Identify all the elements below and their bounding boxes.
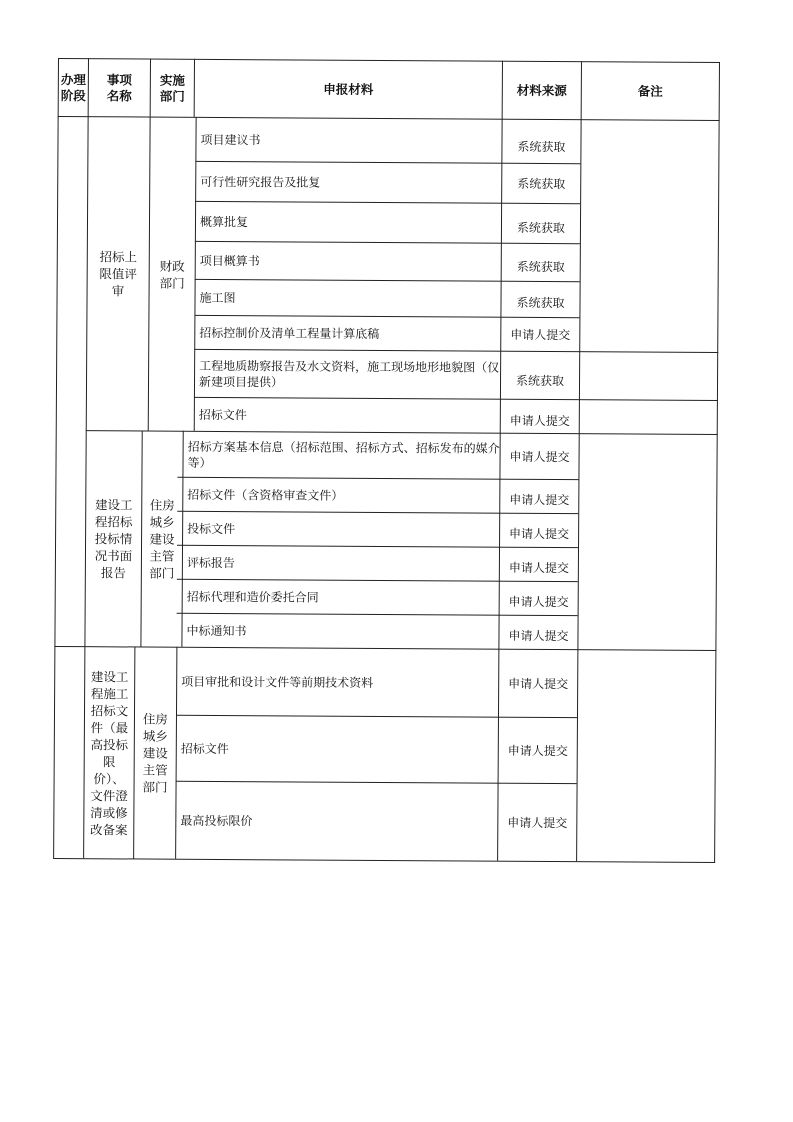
material-row: 评标报告: [186, 555, 235, 570]
group1-item-name: 招标上限值评审: [99, 249, 138, 299]
material-row: 招标文件: [180, 741, 229, 756]
source-cell: 系统获取: [516, 220, 566, 235]
material-row: 施工图: [199, 290, 236, 305]
material-row: 招标控制价及清单工程量计算底稿: [199, 325, 380, 341]
material-row: 招标代理和造价委托合同: [186, 589, 319, 605]
source-cell: 系统获取: [516, 259, 565, 274]
source-cell: 申请人提交: [507, 815, 568, 830]
material-row: 项目审批和设计文件等前期技术资料: [181, 674, 374, 690]
header-item-name: 事项名称: [106, 71, 132, 103]
material-row: 招标方案基本信息（招标范围、招标方式、招标发布的媒介等）: [187, 439, 500, 470]
stage-separator-line: [54, 646, 84, 647]
source-cell: 申请人提交: [508, 594, 569, 609]
source-cell: 系统获取: [517, 176, 566, 191]
source-cell: 申请人提交: [509, 413, 570, 428]
materials-table: [53, 58, 720, 862]
source-cell: 申请人提交: [509, 492, 570, 507]
source-cell: 系统获取: [517, 139, 566, 154]
material-row: 招标文件: [198, 407, 247, 422]
group2-department: 住房城乡建设主管部门: [149, 497, 175, 581]
material-row: 可行性研究报告及批复: [200, 174, 321, 190]
source-cell: 申请人提交: [507, 743, 568, 758]
material-row: 概算批复: [199, 214, 249, 229]
source-cell: 申请人提交: [508, 676, 569, 691]
group2-item-name: 建设工程招标投标情况书面报告: [94, 497, 133, 581]
material-row: 中标通知书: [186, 623, 247, 638]
source-cell: 系统获取: [515, 373, 565, 388]
material-row: 工程地质勘察报告及水文资料，施工现场地形地貌图（仅新建项目提供）: [198, 358, 500, 389]
source-cell: 系统获取: [516, 295, 565, 310]
source-cell: 申请人提交: [510, 327, 571, 342]
material-row: 项目概算书: [199, 253, 260, 268]
material-row: 项目建议书: [200, 132, 261, 147]
table-border-right: [714, 62, 720, 863]
group3-department: 住房城乡建设主管部门: [142, 711, 169, 795]
source-cell: 申请人提交: [509, 526, 570, 541]
material-row: 最高投标限价: [180, 813, 253, 828]
header-remarks: 备注: [637, 83, 663, 99]
group3-item-name: 建设工程施工招标文件（最高投标限价）、文件澄清或修改备案: [89, 668, 129, 837]
material-row: 招标文件（含资格审查文件）: [187, 487, 344, 503]
table-border-left: [53, 58, 59, 858]
header-department: 实施部门: [159, 72, 185, 104]
material-row: 投标文件: [187, 521, 236, 536]
group1-department: 财政部门: [159, 258, 185, 291]
source-cell: 申请人提交: [508, 560, 569, 575]
header-materials: 申报材料: [323, 81, 374, 97]
header-source: 材料来源: [516, 82, 567, 98]
source-cell: 申请人提交: [509, 449, 570, 464]
source-cell: 申请人提交: [508, 628, 569, 643]
header-stage: 办理阶段: [60, 71, 86, 103]
